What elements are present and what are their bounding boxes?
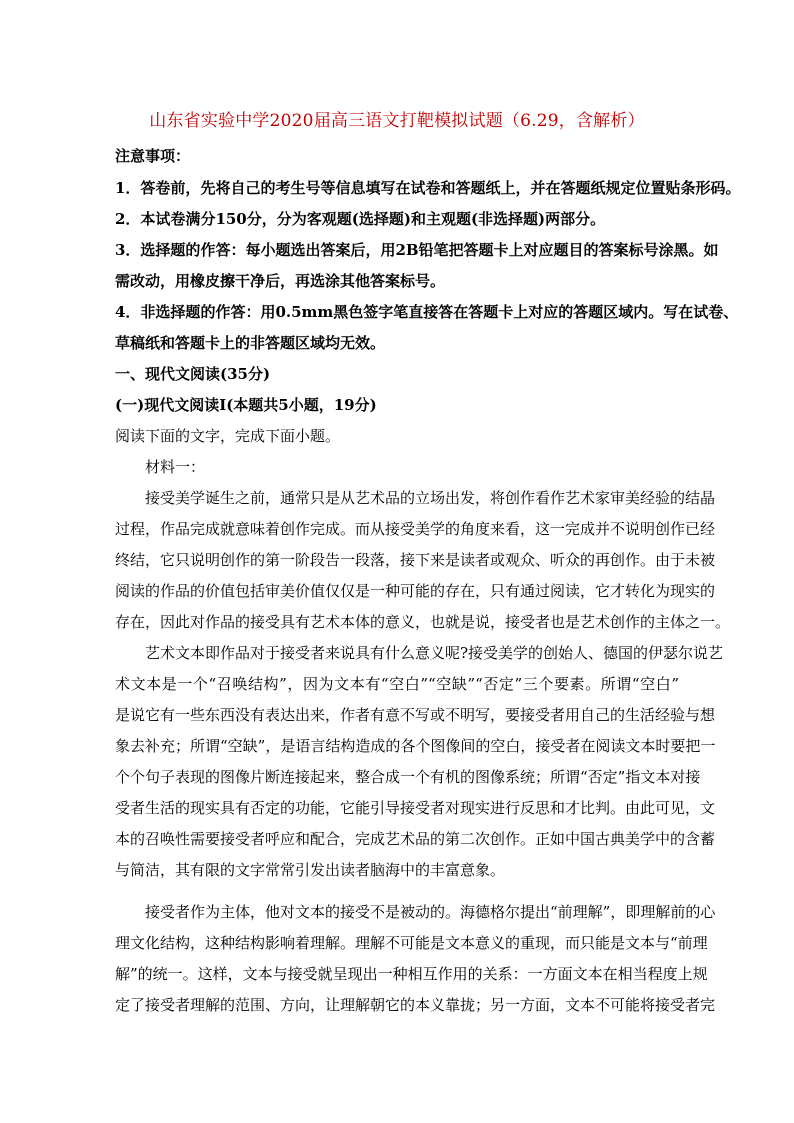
paragraph3-line: 理文化结构，这种结构影响着理解。理解不可能是文本意义的重现，而只能是文本与“前理 <box>115 934 708 952</box>
paragraph1-line: 终结，它只说明创作的第一阶段告一段落，接下来是读者或观众、听众的再创作。由于未被 <box>115 551 716 569</box>
material-label: 材料一： <box>145 458 206 476</box>
paragraph3-line: 接受者作为主体，他对文本的接受不是被动的。海德格尔提出“前理解”，即理解前的心 <box>145 903 716 921</box>
paragraph2-line: 象去补充；所谓“空缺”，是语言结构造成的各个图像间的空白，接受者在阅读文本时要把一 <box>115 737 716 755</box>
paragraph2-line: 艺术文本即作品对于接受者来说具有什么意义呢?接受美学的创始人、德国的伊瑟尔说艺 <box>145 644 724 662</box>
paragraph1-line: 阅读的作品的价值包括审美价值仅仅是一种可能的存在，只有通过阅读，它才转化为现实的 <box>115 582 716 600</box>
paragraph2-line: 本的召唤性需要接受者呼应和配合，完成艺术品的第二次创作。正如中国古典美学中的含蓄 <box>115 830 716 848</box>
paragraph3-line: 解”的统一。这样，文本与接受就呈现出一种相互作用的关系：一方面文本在相当程度上规 <box>115 965 708 983</box>
page-title: 山东省实验中学2020届高三语文打靶模拟试题（6.29，含解析） <box>149 111 645 131</box>
notice-line-5: 4．非选择题的作答：用0.5mm黑色签字笔直接答在答题卡上对应的答题区域内。写在试卷、 <box>115 303 739 321</box>
paragraph1-line: 存在，因此对作品的接受具有艺术本体的意义，也就是说，接受者也是艺术创作的主体之一。 <box>115 613 731 631</box>
paragraph2-line: 受者生活的现实具有否定的功能，它能引导接受者对现实进行反思和才比判。由此可见，文 <box>115 799 716 817</box>
section-heading: 一、现代文阅读(35分) <box>115 365 271 383</box>
notice-heading: 注意事项： <box>115 147 191 165</box>
paragraph2-line: 是说它有一些东西没有表达出来，作者有意不写或不明写，要接受者用自己的生活经验与想 <box>115 706 716 724</box>
notice-line-3: 3．选择题的作答：每小题选出答案后，用2B铅笔把答题卡上对应题目的答案标号涂黑。如 <box>115 241 719 259</box>
subsection-heading: (一)现代文阅读Ⅰ(本题共5小题，19分) <box>115 396 377 414</box>
notice-line-2: 2．本试卷满分150分，分为客观题(选择题)和主观题(非选择题)两部分。 <box>115 210 606 228</box>
instruction-text: 阅读下面的文字，完成下面小题。 <box>115 427 341 445</box>
notice-line-1: 1．答卷前，先将自己的考生号等信息填写在试卷和答题纸上，并在答题纸规定位置贴条形码。 <box>115 179 741 197</box>
paragraph1-line: 过程，作品完成就意味着创作完成。而从接受美学的角度来看，这一完成并不说明创作已经 <box>115 520 716 538</box>
notice-line-6: 草稿纸和答题卡上的非答题区域均无效。 <box>115 334 386 352</box>
notice-line-4: 需改动，用橡皮擦干净后，再选涂其他答案标号。 <box>115 272 446 290</box>
paragraph2-line: 个个句子表现的图像片断连接起来，整合成一个有机的图像系统；所谓“否定”指文本对接 <box>115 768 701 786</box>
paragraph2-line: 与简洁，其有限的文字常常引发出读者脑海中的丰富意象。 <box>115 861 506 879</box>
paragraph2-line: 术文本是一个“召唤结构”，因为文本有“空白”“空缺”“否定”三个要素。所谓“空白” <box>115 675 679 693</box>
paragraph3-line: 定了接受者理解的范围、方向，让理解朝它的本义靠拢；另一方面，文本不可能将接受者完 <box>115 996 716 1014</box>
paragraph1-line: 接受美学诞生之前，通常只是从艺术品的立场出发，将创作看作艺术家审美经验的结晶 <box>145 489 716 507</box>
